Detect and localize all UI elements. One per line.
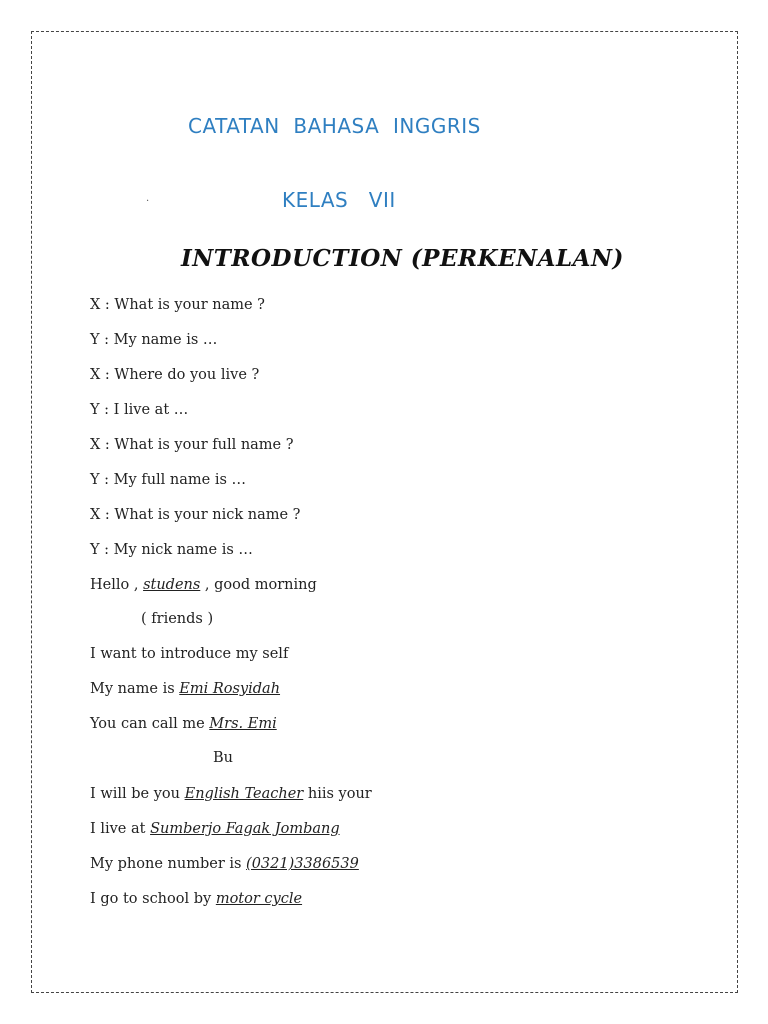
call-line [90, 716, 277, 732]
greeting-word: studens [143, 577, 201, 593]
name-prefix: My name is [90, 681, 180, 697]
greeting-suffix: , good morning [200, 577, 317, 593]
dialog-line: Y : My name is … [90, 332, 218, 348]
call-value: Mrs. Emi [209, 716, 277, 732]
greeting-line [90, 577, 317, 593]
school-line [90, 891, 302, 907]
teacher-line [90, 786, 372, 802]
call-prefix: You can call me [90, 716, 210, 732]
teacher-prefix: I will be you [90, 786, 185, 802]
introduce-line: I want to introduce my self [90, 646, 289, 662]
school-prefix: I go to school by [90, 891, 216, 907]
phone-value: (0321)3386539 [246, 856, 359, 872]
dialog-line: Y : My full name is … [90, 472, 247, 488]
stray-mark: . [146, 193, 150, 204]
dialog-line: Y : I live at … [90, 402, 189, 418]
section-heading: INTRODUCTION (PERKENALAN) [181, 245, 624, 272]
phone-line [90, 856, 359, 872]
name-line [90, 681, 280, 697]
name-value: Emi Rosyidah [179, 681, 281, 697]
dialog-line: X : What is your full name ? [90, 437, 294, 453]
dialog-line: X : Where do you live ? [90, 367, 260, 383]
live-line [90, 821, 340, 837]
call-alternative: Bu [213, 750, 233, 766]
live-value: Sumberjo Fagak Jombang [150, 821, 340, 837]
teacher-value: English Teacher [184, 786, 304, 802]
teacher-suffix: hiis your [303, 786, 372, 802]
dialog-line: X : What is your nick name ? [90, 507, 301, 523]
greeting-prefix: Hello , [90, 577, 144, 593]
live-prefix: I live at [90, 821, 151, 837]
dialog-line: X : What is your name ? [90, 297, 265, 313]
school-value: motor cycle [215, 891, 303, 907]
page-title: CATATAN BAHASA INGGRIS [188, 114, 481, 138]
dialog-line: Y : My nick name is … [90, 542, 253, 558]
phone-prefix: My phone number is [90, 856, 247, 872]
class-label: KELAS VII [282, 188, 396, 212]
greeting-alternative: ( friends ) [141, 611, 214, 627]
